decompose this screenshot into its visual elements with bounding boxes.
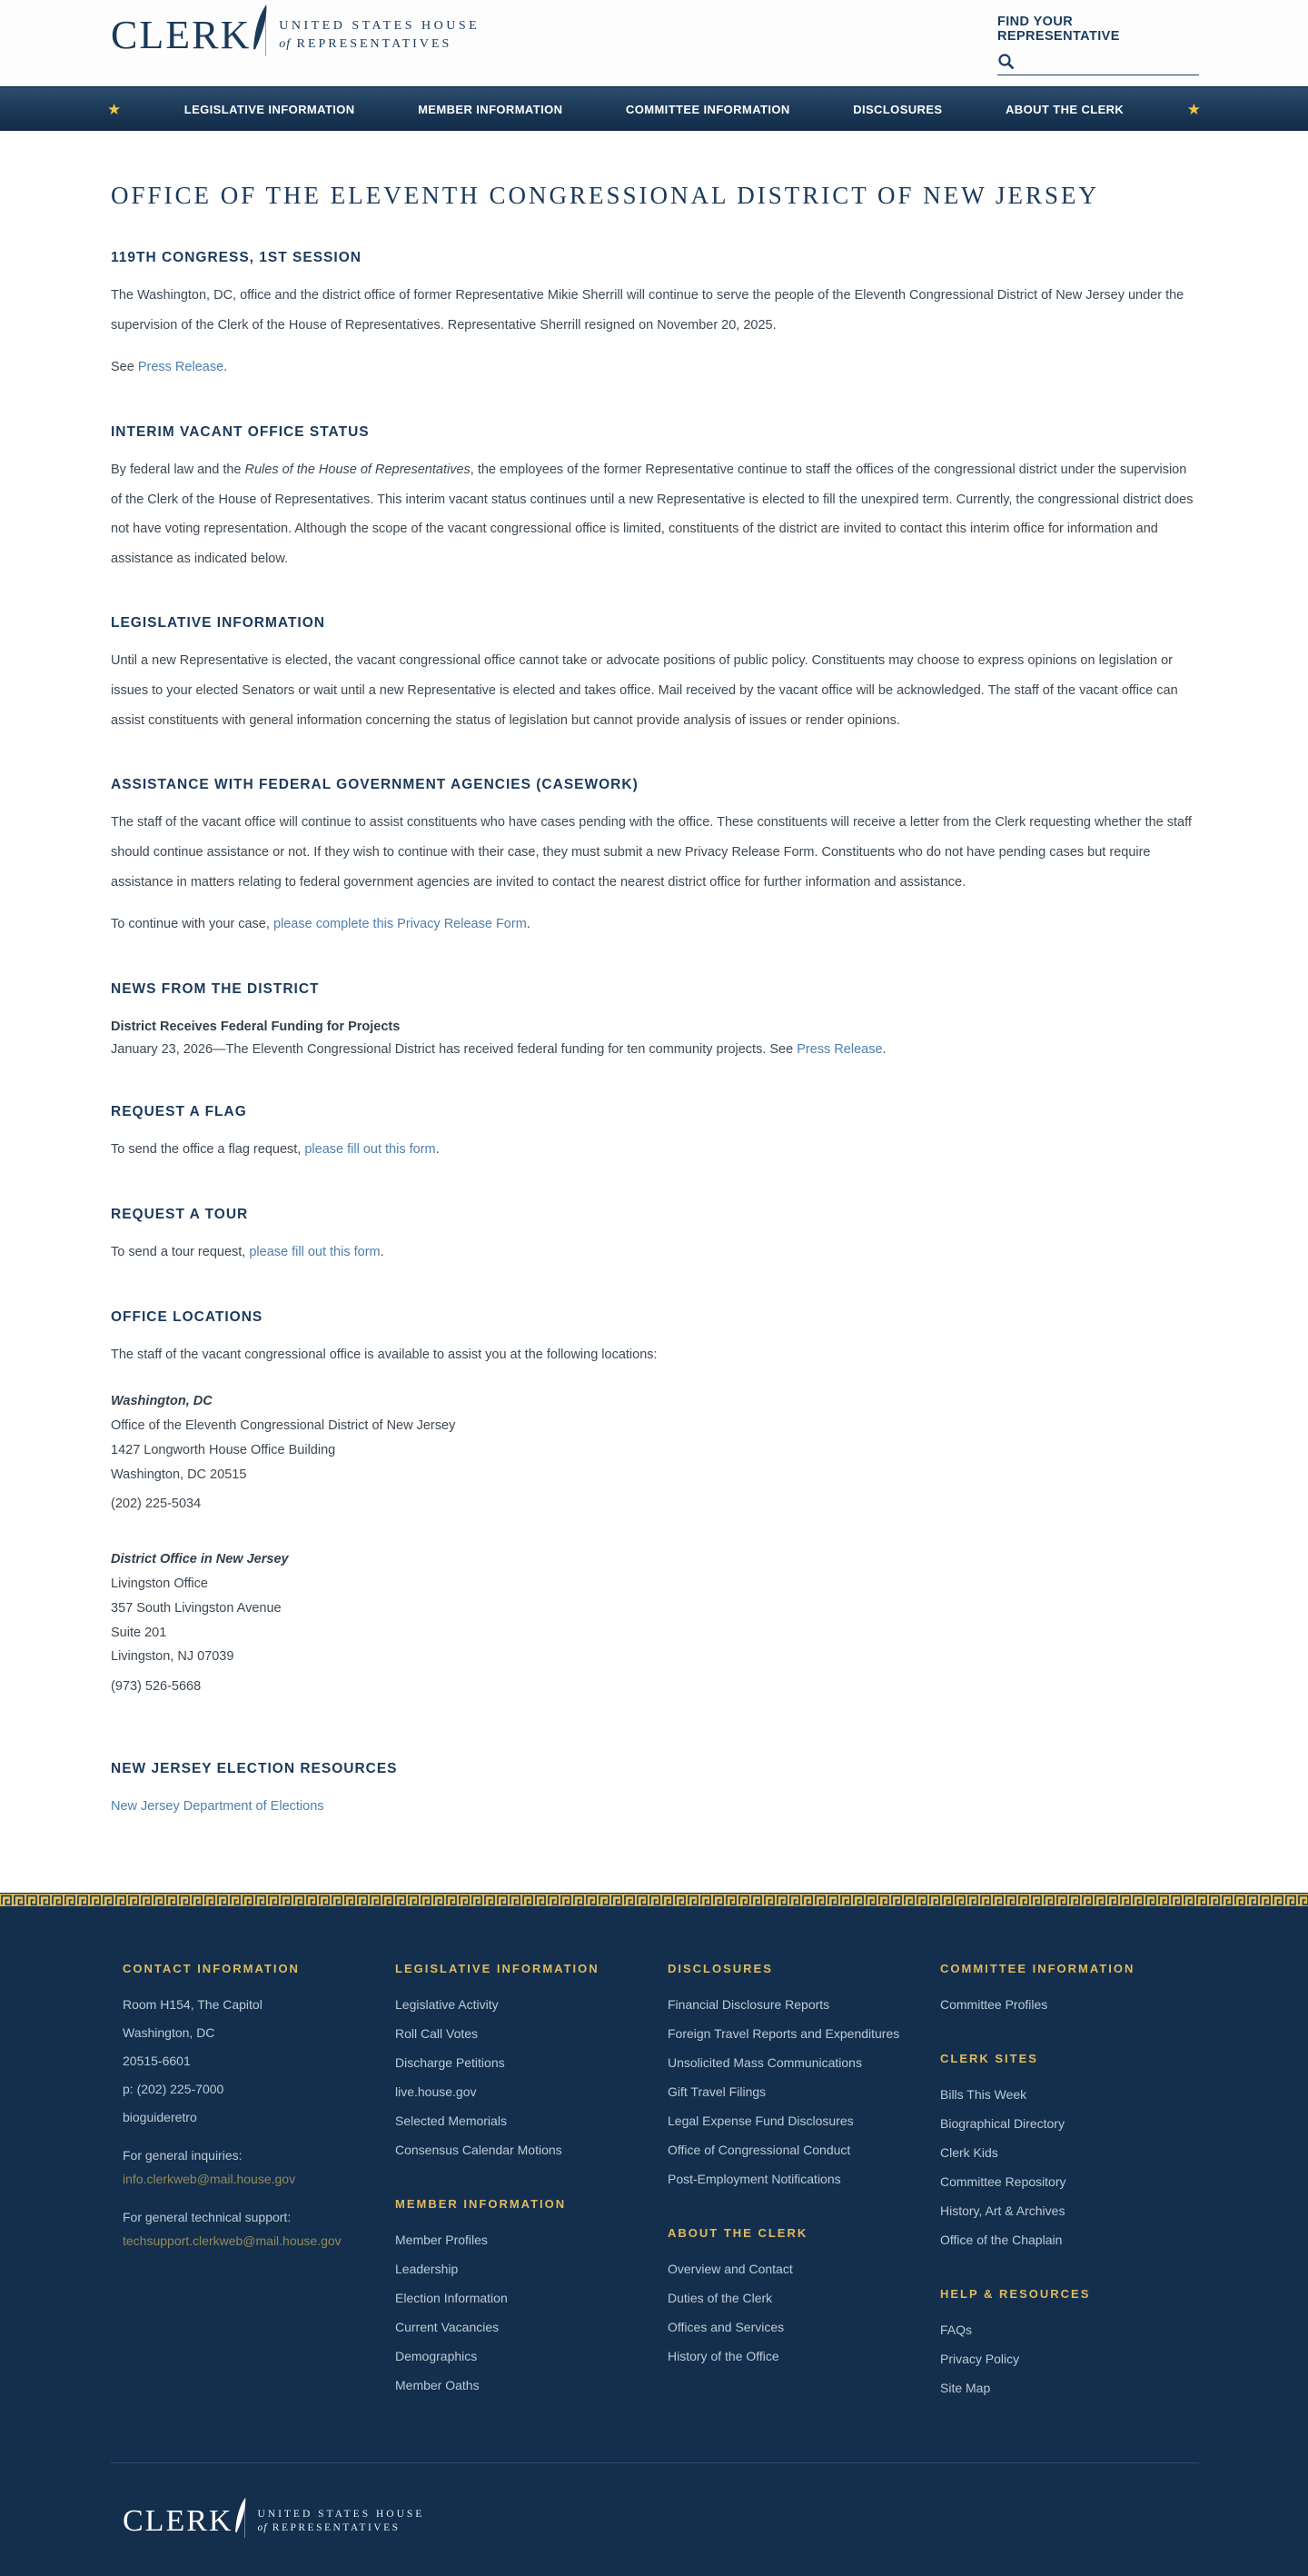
footer-link-live-house-gov[interactable]: live.house.gov (395, 2084, 477, 2099)
clerk-wordmark-text: CLERK (111, 13, 252, 57)
footer-link-election-information[interactable]: Election Information (395, 2290, 508, 2305)
footer-link-roll-call-votes[interactable]: Roll Call Votes (395, 2025, 479, 2041)
footer-about-heading: ABOUT THE CLERK (668, 2225, 808, 2240)
legislative-information-paragraph: Until a new Representative is elected, the vacant congressional office cannot take or advocate positions of public policy. Constituents may choose to express opinions on legislation or issues to your elected Senators or wait until a new Representative is elected and takes office. Mail received by the vacant office will be acknowledged. The staff of the vacant office can assist constituents with general information concerning the status of legislation but cannot provide analysis of issues or render opinions. (111, 653, 1178, 728)
dc-office-line: Washington, DC 20515 (111, 1467, 247, 1482)
footer-legislative-column (395, 1962, 668, 2410)
contact-address-line: Washington, DC (123, 2024, 215, 2040)
dc-office-label: Washington, DC (111, 1394, 213, 1409)
footer-link-foreign-travel-reports[interactable]: Foreign Travel Reports and Expenditures (668, 2025, 900, 2041)
footer-link-selected-memorials[interactable]: Selected Memorials (395, 2113, 507, 2128)
footer-link-faqs[interactable]: FAQs (940, 2322, 973, 2337)
footer-tagline-line1: UNITED STATES HOUSE (257, 2509, 425, 2521)
footer-disclosures-heading: DISCLOSURES (668, 1961, 773, 1975)
news-item-body (111, 1038, 1197, 1063)
casework-paragraph: The staff of the vacant office will continue to assist constituents who have cases pending with the office. These constituents will receive a letter from the Clerk requesting whether the staff should continue assistance or not. If they wish to continue with their case, they must submit a new Privacy Release Form. Constituents who do not have pending cases but require assistance in matters relating to federal government agencies are invited to contact the nearest district office for further information and assistance. (111, 815, 1192, 890)
office-locations-intro: The staff of the vacant congressional office is available to assist you at the following locations: (111, 1347, 658, 1362)
nav-item-disclosures[interactable]: DISCLOSURES (853, 102, 943, 116)
general-inquiries-email-link[interactable]: info.clerkweb@mail.house.gov (123, 2171, 296, 2186)
footer-tagline-line2 (257, 2522, 424, 2533)
press-release-link[interactable]: Press Release (137, 360, 224, 375)
news-heading: NEWS FROM THE DISTRICT (111, 980, 320, 997)
footer-link-biographical-directory[interactable]: Biographical Directory (940, 2115, 1065, 2131)
footer-link-post-employment-notifications[interactable]: Post-Employment Notifications (668, 2171, 841, 2186)
footer-link-bills-this-week[interactable]: Bills This Week (940, 2086, 1027, 2102)
footer-tagline-of: of (257, 2522, 268, 2534)
casework-cta-period: . (526, 917, 530, 932)
footer-link-committee-profiles[interactable]: Committee Profiles (940, 1996, 1048, 2012)
nj-office-line: Suite 201 (111, 1625, 167, 1640)
logo-tagline-of: of (279, 37, 292, 51)
request-tour-line (111, 1238, 1197, 1268)
logo-tagline (279, 19, 480, 52)
footer-legislative-heading: LEGISLATIVE INFORMATION (395, 1961, 600, 1975)
footer-link-demographics[interactable]: Demographics (395, 2348, 478, 2363)
casework-cta-line (111, 910, 1197, 940)
find-representative-label: FIND YOUR REPRESENTATIVE (997, 15, 1120, 44)
contact-information-heading: CONTACT INFORMATION (123, 1961, 300, 1975)
bioguideretro-link[interactable]: bioguideretro (123, 2109, 197, 2124)
request-flag-line (111, 1135, 1197, 1165)
contact-address-line: 20515-6601 (123, 2053, 191, 2068)
footer-columns (123, 1962, 1199, 2410)
footer-link-member-profiles[interactable]: Member Profiles (395, 2232, 488, 2247)
logo-tagline-line2-text: REPRESENTATIVES (296, 37, 452, 51)
footer-clerk-sites-heading: CLERK SITES (940, 2051, 1038, 2065)
footer-logo-tagline (257, 2509, 424, 2533)
footer-link-discharge-petitions[interactable]: Discharge Petitions (395, 2054, 505, 2070)
footer-link-current-vacancies[interactable]: Current Vacancies (395, 2319, 500, 2334)
footer-link-financial-disclosure-reports[interactable]: Financial Disclosure Reports (668, 1996, 830, 2012)
legislative-information-heading: LEGISLATIVE INFORMATION (111, 615, 325, 632)
footer-link-history-art-archives[interactable]: History, Art & Archives (940, 2203, 1065, 2218)
quill-icon (253, 3, 267, 52)
interim-after-italic: , the employees of the former Representative continue to staff the offices of the congressional district under the supervision of the Clerk of the House of Representatives. This interim vacant status continues until a new Representative is elected to fill the unexpired term. Currently, the congressional district does not have voting representation. Although the scope of the vacant congressional office is limited, constituents of the district are invited to contact this interim office for information and assistance as indicated below. (111, 462, 1194, 566)
footer-link-leadership[interactable]: Leadership (395, 2261, 459, 2276)
greek-key-border (0, 1893, 1308, 1907)
footer-link-office-of-congressional-conduct[interactable]: Office of Congressional Conduct (668, 2142, 851, 2157)
nav-star-right-icon: ★ (1186, 100, 1201, 118)
footer-link-unsolicited-mass-communications[interactable]: Unsolicited Mass Communications (668, 2054, 862, 2070)
footer-link-legal-expense-fund-disclosures[interactable]: Legal Expense Fund Disclosures (668, 2113, 854, 2128)
contact-phone: p: (202) 225-7000 (123, 2081, 224, 2096)
footer-logo[interactable] (123, 2505, 1199, 2538)
find-your-representative (997, 15, 1199, 75)
footer-link-member-oaths[interactable]: Member Oaths (395, 2377, 480, 2392)
casework-cta-prefix: To continue with your case, (111, 917, 273, 932)
election-resources-heading: NEW JERSEY ELECTION RESOURCES (111, 1761, 398, 1777)
footer-link-clerk-kids[interactable]: Clerk Kids (940, 2144, 998, 2160)
casework-heading: ASSISTANCE WITH FEDERAL GOVERNMENT AGENCIES (CASEWORK) (111, 777, 639, 793)
see-press-release-line (111, 353, 1197, 383)
technical-support-email-link[interactable]: techsupport.clerkweb@mail.house.gov (123, 2233, 342, 2248)
nav-item-about-the-clerk[interactable]: ABOUT THE CLERK (1006, 102, 1125, 116)
nj-office-block (111, 1547, 1197, 1699)
logo-tagline-line2 (279, 37, 480, 52)
footer-committee-column (940, 1962, 1199, 2410)
tour-form-link[interactable]: please fill out this form (249, 1244, 381, 1259)
nj-office-line: Livingston Office (111, 1576, 208, 1592)
nav-item-legislative-information[interactable]: LEGISLATIVE INFORMATION (183, 102, 355, 116)
nj-office-line: Livingston, NJ 07039 (111, 1649, 234, 1665)
nav-item-committee-information[interactable]: COMMITTEE INFORMATION (625, 102, 790, 116)
news-item-text: January 23, 2026—The Eleventh Congressional District has received federal funding for ten community projects. See (111, 1041, 798, 1057)
footer-member-heading: MEMBER INFORMATION (395, 2196, 567, 2211)
nj-office-line: 357 South Livingston Avenue (111, 1600, 282, 1616)
footer-link-site-map[interactable]: Site Map (940, 2380, 991, 2395)
flag-form-link[interactable]: please fill out this form (304, 1142, 436, 1158)
congress-session-heading: 119TH CONGRESS, 1ST SESSION (111, 250, 362, 265)
representative-search (997, 51, 1199, 75)
footer-link-committee-repository[interactable]: Committee Repository (940, 2173, 1066, 2189)
office-locations-heading: OFFICE LOCATIONS (111, 1308, 263, 1325)
footer-link-offices-and-services[interactable]: Offices and Services (668, 2319, 785, 2334)
house-rules-italic: Rules of the House of Representatives (244, 462, 471, 477)
footer-quill-icon (234, 2496, 246, 2534)
news-item-title: District Receives Federal Funding for Projects (111, 1019, 401, 1034)
footer-link-consensus-calendar-motions[interactable]: Consensus Calendar Motions (395, 2142, 562, 2157)
flag-prefix: To send the office a flag request, (111, 1142, 305, 1158)
interim-before-italic: By federal law and the (111, 462, 245, 477)
footer-link-overview-and-contact[interactable]: Overview and Contact (668, 2261, 793, 2276)
nj-office-phone: (973) 526-5668 (111, 1679, 202, 1695)
congress-session-paragraph: The Washington, DC, office and the district office of former Representative Mikie Sherrill will continue to serve the people of the Eleventh Congressional District of New Jersey under the supervision of the Clerk of the House of Representatives. Representative Sherrill resigned on November 20, 2025. (111, 288, 1184, 333)
request-tour-heading: REQUEST A TOUR (111, 1206, 249, 1222)
see-period: . (223, 360, 228, 375)
find-representative-input[interactable] (1021, 51, 1199, 71)
tour-prefix: To send a tour request, (111, 1244, 250, 1259)
footer-clerk-wordmark (123, 2503, 240, 2538)
dc-office-block (111, 1389, 1197, 1517)
nav-star-left-icon: ★ (107, 100, 122, 118)
page-title: OFFICE OF THE ELEVENTH CONGRESSIONAL DISTRICT OF NEW JERSEY (111, 182, 1100, 209)
site-footer (0, 1907, 1308, 2576)
clerk-logo[interactable] (111, 15, 480, 56)
general-inquiries-label: For general inquiries: (123, 2147, 243, 2163)
interim-status-paragraph (111, 455, 1197, 574)
tour-period: . (380, 1244, 384, 1259)
footer-clerk-wordmark-text: CLERK (123, 2503, 233, 2538)
footer-link-duties-of-the-clerk[interactable]: Duties of the Clerk (668, 2290, 773, 2305)
flag-period: . (435, 1142, 440, 1158)
footer-link-legislative-activity[interactable]: Legislative Activity (395, 1996, 499, 2012)
dc-office-line: Office of the Eleventh Congressional District of New Jersey (111, 1417, 456, 1433)
main-nav (0, 86, 1308, 131)
nj-elections-link[interactable]: New Jersey Department of Elections (111, 1799, 324, 1815)
footer-divider (111, 2462, 1199, 2463)
election-resources-line (111, 1792, 1197, 1822)
footer-contact-column (123, 1962, 395, 2410)
see-prefix: See (111, 360, 138, 375)
dc-office-phone: (202) 225-5034 (111, 1497, 202, 1512)
footer-link-office-of-the-chaplain[interactable]: Office of the Chaplain (940, 2232, 1063, 2247)
footer-disclosures-column (668, 1962, 940, 2410)
footer-link-gift-travel-filings[interactable]: Gift Travel Filings (668, 2084, 767, 2099)
clerk-wordmark (111, 15, 260, 55)
nav-item-member-information[interactable]: MEMBER INFORMATION (418, 102, 563, 116)
search-icon (997, 53, 1016, 71)
privacy-release-form-link[interactable]: please complete this Privacy Release Form (272, 917, 527, 932)
news-period: . (882, 1041, 887, 1057)
footer-tagline-line2-text: REPRESENTATIVES (272, 2522, 401, 2534)
footer-help-resources-heading: HELP & RESOURCES (940, 2286, 1091, 2301)
site-header (0, 0, 1308, 86)
main-content (0, 131, 1308, 1893)
request-flag-heading: REQUEST A FLAG (111, 1104, 247, 1120)
dc-office-line: 1427 Longworth House Office Building (111, 1442, 336, 1457)
footer-link-privacy-policy[interactable]: Privacy Policy (940, 2351, 1020, 2366)
logo-tagline-line1: UNITED STATES HOUSE (279, 19, 481, 33)
news-press-release-link[interactable]: Press Release (797, 1041, 883, 1057)
contact-address-line: Room H154, The Capitol (123, 1996, 263, 2012)
footer-link-history-of-the-office[interactable]: History of the Office (668, 2348, 779, 2363)
interim-status-heading: INTERIM VACANT OFFICE STATUS (111, 423, 370, 440)
nj-office-label: District Office in New Jersey (111, 1552, 289, 1567)
technical-support-label: For general technical support: (123, 2209, 292, 2224)
footer-committee-heading: COMMITTEE INFORMATION (940, 1961, 1135, 1975)
